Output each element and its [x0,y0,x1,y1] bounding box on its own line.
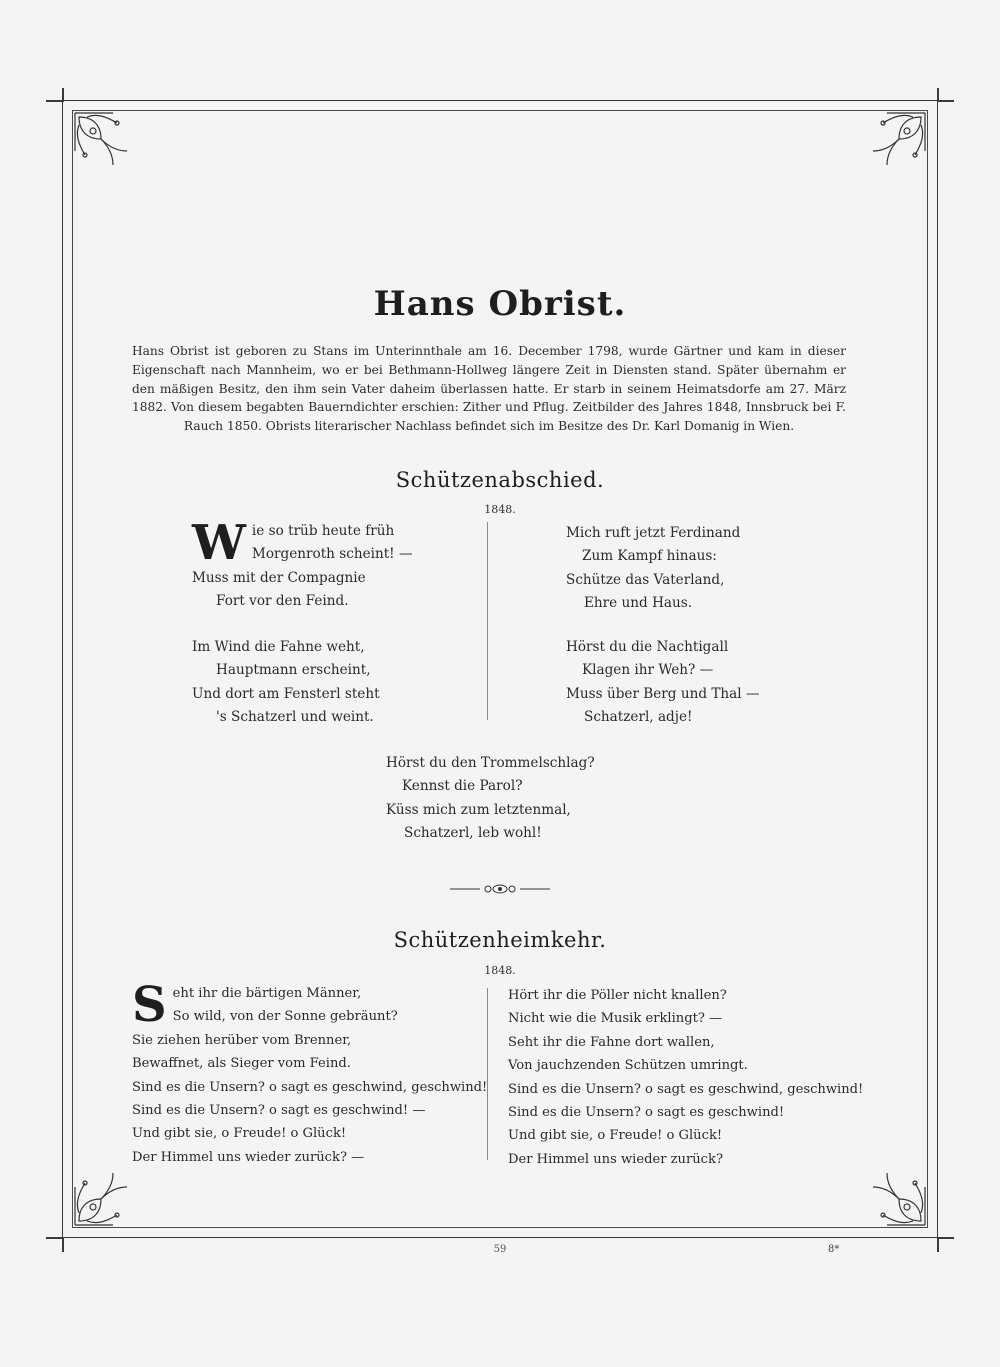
verse-line: Ehre und Haus. [584,595,693,612]
signature-mark: 8* [828,1244,840,1255]
poem2-year: 1848. [484,964,516,977]
corner-ornament-top-left [73,111,133,171]
verse-line: Und gibt sie, o Freude! o Glück! [132,1126,347,1142]
verse-line: Schütze das Vaterland, [566,571,725,588]
verse-line: Sind es die Unsern? o sagt es geschwind! — [132,1103,426,1119]
verse-line: Der Himmel uns wieder zurück? [508,1151,723,1167]
verse-line: Klagen ihr Weh? — [582,662,714,679]
verse-line: Küss mich zum letztenmal, [386,801,571,818]
verse-line: Sie ziehen herüber vom Brenner, [132,1032,352,1048]
corner-ornament-bottom-right [867,1167,927,1227]
frame-tick-tl-v [62,88,64,102]
author-biography: Hans Obrist ist geboren zu Stans im Unterinnthale am 16. December 1798, wurde Gärtner und kam in dieser Eigenschaft nach Mannheim, wo er bei Bethmann-Hollweg längere Zeit in Diensten stand. Später übernahm er den mäßigen Besitz, den ihm sein Vater daheim überlassen hatte. Er starb in seinem Heimatsdorfe am 27. März 1882. Von diesem begabten Bauerndichter erschien: Zither und Pflug. Zeitbilder des Jahres 1848, Innsbruck bei F. Rauch 1850. Obrists literarischer Nachlass befindet sich im Besitze des Dr. Karl Domanig in Wien. [132,344,846,434]
poem1-right-stanza-2 [566,636,846,730]
verse-line: eht ihr die bärtigen Männer, [172,986,362,1001]
verse-line: Im Wind die Fahne weht, [192,639,365,655]
verse-line: Schatzerl, adje! [584,709,693,726]
poem2-left-stanza [132,977,488,1169]
verse-line: Nicht wie die Musik erklingt? — [508,1011,723,1027]
verse-line: So wild, von der Sonne gebräunt? [172,1009,398,1025]
verse-line: Von jauchzenden Schützen umringt. [508,1058,748,1074]
verse-line: Und gibt sie, o Freude! o Glück! [508,1128,723,1144]
frame-tick-tl-h [46,100,62,102]
verse-line: Mich ruft jetzt Ferdinand [566,525,741,541]
verse-line: Hört ihr die Pöller nicht knallen? [508,988,727,1003]
verse-line: Schatzerl, leb wohl! [404,825,542,842]
poem1-center-stanza [386,752,646,846]
poem1-right-stanza-1 [566,522,846,616]
poem1-left-stanza-2 [192,636,452,730]
verse-line: Zum Kampf hinaus: [582,548,717,565]
verse-line: Morgenroth scheint! — [251,546,413,563]
verse-line: Fort vor den Feind. [216,593,349,610]
page-number: 59 [493,1244,507,1255]
poem1-year: 1848. [484,503,516,516]
verse-line: Und dort am Fensterl steht [192,685,380,702]
verse-line: 's Schatzerl und weint. [216,709,374,726]
frame-tick-tr-h [938,100,954,102]
verse-line: Hörst du die Nachtigall [566,639,729,655]
corner-ornament-top-right [867,111,927,171]
verse-line: Muss mit der Compagnie [192,569,366,586]
verse-line: Seht ihr die Fahne dort wallen, [508,1034,715,1050]
verse-line: Hörst du den Trommelschlag? [386,755,595,771]
poem2-dropcap: S [132,977,167,1033]
verse-line: Der Himmel uns wieder zurück? — [132,1149,365,1165]
frame-tick-bl-h [46,1237,62,1239]
poem1-dropcap: W [192,515,246,571]
verse-line: Sind es die Unsern? o sagt es geschwind, geschwind! [508,1081,864,1097]
verse-line: Kennst die Parol? [402,778,523,795]
verse-line: Hauptmann erscheint, [216,662,371,679]
page-title: Hans Obrist. [373,284,627,324]
verse-line: Muss über Berg und Thal — [566,685,760,702]
section-divider-ornament [450,880,550,892]
poem2-right-stanza [508,984,864,1171]
corner-ornament-bottom-left [73,1167,133,1227]
poem2-title: Schützenheimkehr. [393,928,607,952]
verse-line: Bewaffnet, als Sieger vom Feind. [132,1056,351,1072]
poem1-title: Schützenabschied. [395,468,605,492]
poem1-left-stanza-1 [192,515,452,614]
poem2-column-divider [487,988,488,1160]
verse-line: Sind es die Unsern? o sagt es geschwind, geschwind! [132,1079,488,1095]
poem1-column-divider [487,522,488,720]
frame-tick-br-h [938,1237,954,1239]
verse-line: ie so trüb heute früh [251,523,395,539]
verse-line: Sind es die Unsern? o sagt es geschwind! [508,1105,785,1121]
